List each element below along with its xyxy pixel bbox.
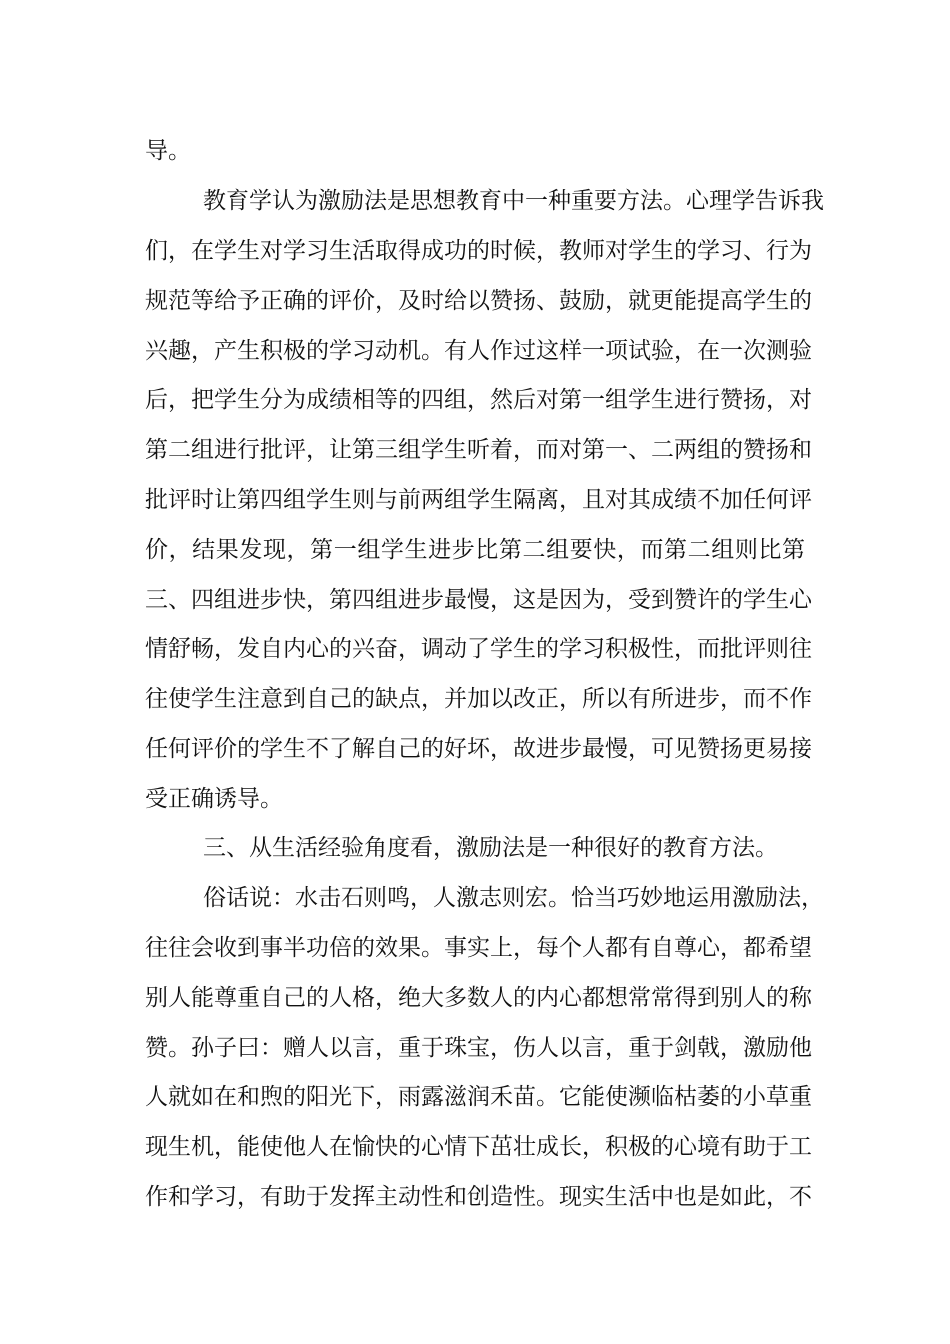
text-line: 兴趣，产生积极的学习动机。有人作过这样一项试验，在一次测验 bbox=[145, 338, 812, 364]
text-line: 三、四组进步快，第四组进步最慢，这是因为，受到赞许的学生心 bbox=[145, 587, 812, 613]
text-line: 教育学认为激励法是思想教育中一种重要方法。心理学告诉我 bbox=[203, 188, 824, 214]
text-line: 别人能尊重自己的人格，绝大多数人的内心都想常常得到别人的称 bbox=[145, 985, 812, 1011]
text-line: 受正确诱导。 bbox=[145, 786, 283, 812]
text-line: 价，结果发现，第一组学生进步比第二组要快，而第二组则比第 bbox=[145, 537, 805, 563]
text-line: 人就如在和煦的阳光下，雨露滋润禾苗。它能使濒临枯萎的小草重 bbox=[145, 1084, 812, 1110]
text-line: 后，把学生分为成绩相等的四组，然后对第一组学生进行赞扬，对 bbox=[145, 387, 812, 413]
text-line: 规范等给予正确的评价，及时给以赞扬、鼓励，就更能提高学生的 bbox=[145, 288, 812, 314]
text-line: 们，在学生对学习生活取得成功的时候，教师对学生的学习、行为 bbox=[145, 238, 812, 264]
text-line: 俗话说：水击石则鸣，人激志则宏。恰当巧妙地运用激励法， bbox=[203, 885, 824, 911]
text-line: 导。 bbox=[145, 138, 191, 164]
text-line: 第二组进行批评，让第三组学生听着，而对第一、二两组的赞扬和 bbox=[145, 437, 812, 463]
text-line: 赞。孙子曰：赠人以言，重于珠宝，伤人以言，重于剑戟，激励他 bbox=[145, 1035, 812, 1061]
text-line: 往往会收到事半功倍的效果。事实上，每个人都有自尊心，都希望 bbox=[145, 935, 812, 961]
text-line: 情舒畅，发自内心的兴奋，调动了学生的学习积极性，而批评则往 bbox=[145, 636, 812, 662]
text-line: 往使学生注意到自己的缺点，并加以改正，所以有所进步，而不作 bbox=[145, 686, 812, 712]
text-line: 作和学习，有助于发挥主动性和创造性。现实生活中也是如此，不 bbox=[145, 1184, 812, 1210]
text-line: 任何评价的学生不了解自己的好坏，故进步最慢，可见赞扬更易接 bbox=[145, 736, 812, 762]
section-heading: 三、从生活经验角度看，激励法是一种很好的教育方法。 bbox=[203, 835, 778, 861]
text-line: 现生机，能使他人在愉快的心情下茁壮成长，积极的心境有助于工 bbox=[145, 1134, 812, 1160]
text-line: 批评时让第四组学生则与前两组学生隔离，且对其成绩不加任何评 bbox=[145, 487, 812, 513]
